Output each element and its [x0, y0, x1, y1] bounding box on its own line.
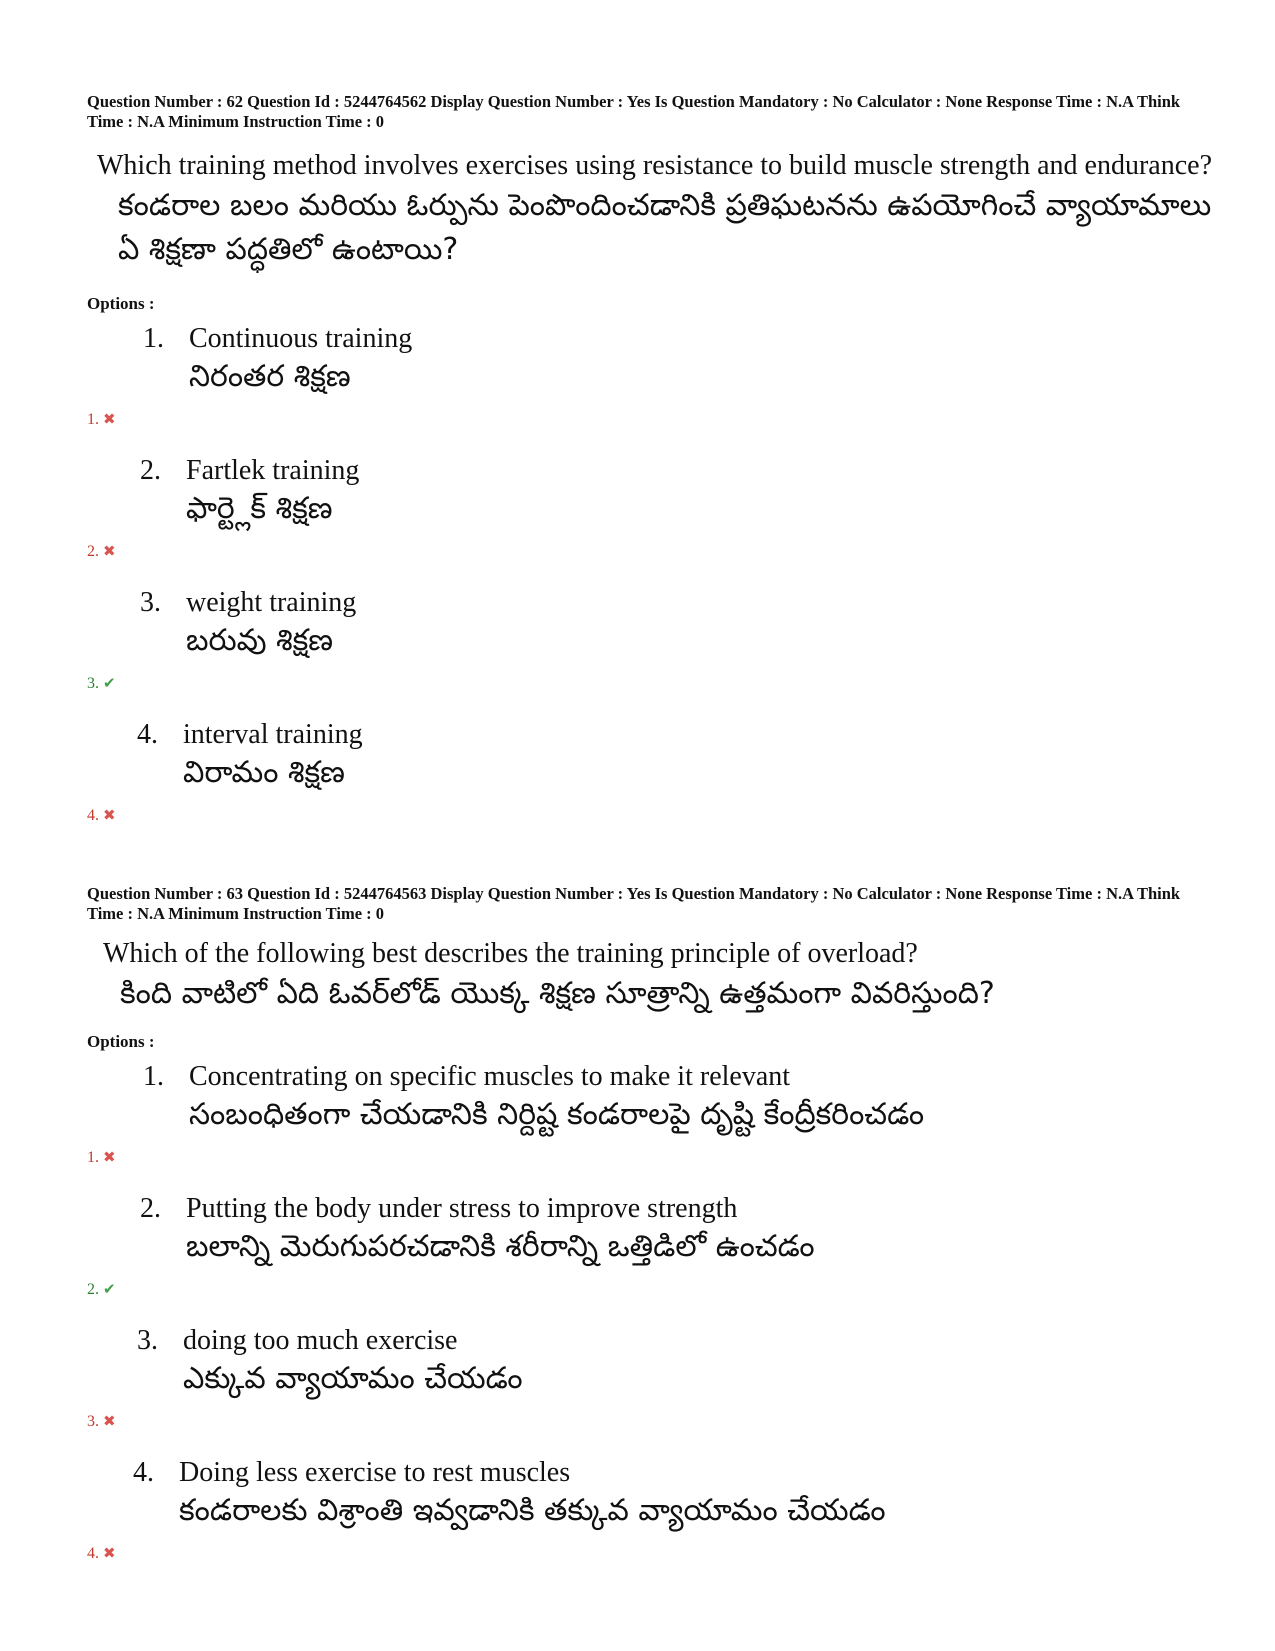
question-block-62 — [0, 92, 1275, 842]
check-icon: ✔ — [103, 674, 116, 692]
option-english: Fartlek training — [186, 455, 360, 486]
options-label: Options : — [87, 1032, 155, 1051]
option-english: doing too much exercise — [183, 1325, 458, 1356]
option-3 — [0, 586, 1275, 710]
cross-icon: ✖ — [103, 1148, 116, 1166]
option-2 — [0, 1192, 1275, 1316]
option-4 — [0, 718, 1275, 842]
option-1 — [0, 322, 1275, 446]
answer-mark: 1. ✖ — [87, 1148, 116, 1166]
answer-mark: 1. ✖ — [87, 410, 116, 428]
answer-mark: 3. ✖ — [87, 1412, 116, 1430]
cross-icon: ✖ — [103, 410, 116, 428]
answer-mark: 2. ✔ — [87, 1280, 116, 1298]
cross-icon: ✖ — [103, 542, 116, 560]
option-telugu: నిరంతర శిక్షణ — [189, 359, 351, 394]
option-number: 4. — [133, 1457, 154, 1488]
question-stem-telugu: కింది వాటిలో ఏది ఓవర్‌లోడ్ యొక్క శిక్షణ సూత్రాన్ని ఉత్తమంగా వివరిస్తుంది? — [120, 976, 995, 1011]
question-meta: Question Number : 63 Question Id : 5244764563 Display Question Number : Yes Is Question Mandatory : No Calculator : None Response Time : N.A Think Time : N.A Minimum Instruction Time : 0 — [87, 884, 1181, 923]
option-telugu: కండరాలకు విశ్రాంతి ఇవ్వడానికి తక్కువ వ్యాయామం చేయడం — [179, 1493, 886, 1528]
option-telugu: సంబంధితంగా చేయడానికి నిర్దిష్ట కండరాలపై దృష్టి కేంద్రీకరించడం — [189, 1097, 925, 1132]
question-stem-english: Which training method involves exercises using resistance to build muscle strength and endurance? — [97, 150, 1213, 181]
option-number: 2. — [140, 1193, 161, 1224]
option-number: 4. — [137, 719, 158, 750]
option-2 — [0, 454, 1275, 578]
option-3 — [0, 1324, 1275, 1448]
option-english: Concentrating on specific muscles to make it relevant — [189, 1061, 791, 1092]
question-stem — [0, 148, 1275, 272]
check-icon: ✔ — [103, 1280, 116, 1298]
answer-mark: 3. ✔ — [87, 674, 116, 692]
option-1 — [0, 1060, 1275, 1184]
question-stem-english: Which of the following best describes the training principle of overload? — [103, 938, 918, 969]
option-number: 1. — [143, 1061, 164, 1092]
option-telugu: బలాన్ని మెరుగుపరచడానికి శరీరాన్ని ఒత్తిడిలో ఉంచడం — [186, 1229, 815, 1264]
option-number: 3. — [140, 587, 161, 618]
option-telugu: ఎక్కువ వ్యాయామం చేయడం — [183, 1361, 523, 1396]
question-meta: Question Number : 62 Question Id : 5244764562 Display Question Number : Yes Is Question Mandatory : No Calculator : None Response Time : N.A Think Time : N.A Minimum Instruction Time : 0 — [87, 92, 1181, 131]
answer-mark: 2. ✖ — [87, 542, 116, 560]
option-english: Continuous training — [189, 323, 413, 354]
question-stem-telugu: కండరాల బలం మరియు ఓర్పును పెంపొందించడానికి ప్రతిఘటనను ఉపయోగించే వ్యాయామాలు ఏ శిక్షణా పద్ధతిలో ఉంటాయి? — [118, 188, 1212, 267]
options-label: Options : — [87, 294, 155, 313]
option-english: interval training — [183, 719, 363, 750]
option-number: 1. — [143, 323, 164, 354]
cross-icon: ✖ — [103, 1544, 116, 1562]
option-telugu: విరామం శిక్షణ — [183, 755, 345, 790]
option-number: 3. — [137, 1325, 158, 1356]
option-english: weight training — [186, 587, 357, 618]
option-telugu: బరువు శిక్షణ — [186, 623, 334, 658]
answer-mark: 4. ✖ — [87, 806, 116, 824]
option-number: 2. — [140, 455, 161, 486]
cross-icon: ✖ — [103, 1412, 116, 1430]
question-stem — [0, 936, 1275, 1016]
cross-icon: ✖ — [103, 806, 116, 824]
answer-mark: 4. ✖ — [87, 1544, 116, 1562]
question-block-63 — [0, 884, 1275, 1580]
option-english: Putting the body under stress to improve strength — [186, 1193, 738, 1224]
option-english: Doing less exercise to rest muscles — [179, 1457, 571, 1488]
option-4 — [0, 1456, 1275, 1580]
option-telugu: ఫార్ట్లెక్ శిక్షణ — [186, 491, 333, 526]
